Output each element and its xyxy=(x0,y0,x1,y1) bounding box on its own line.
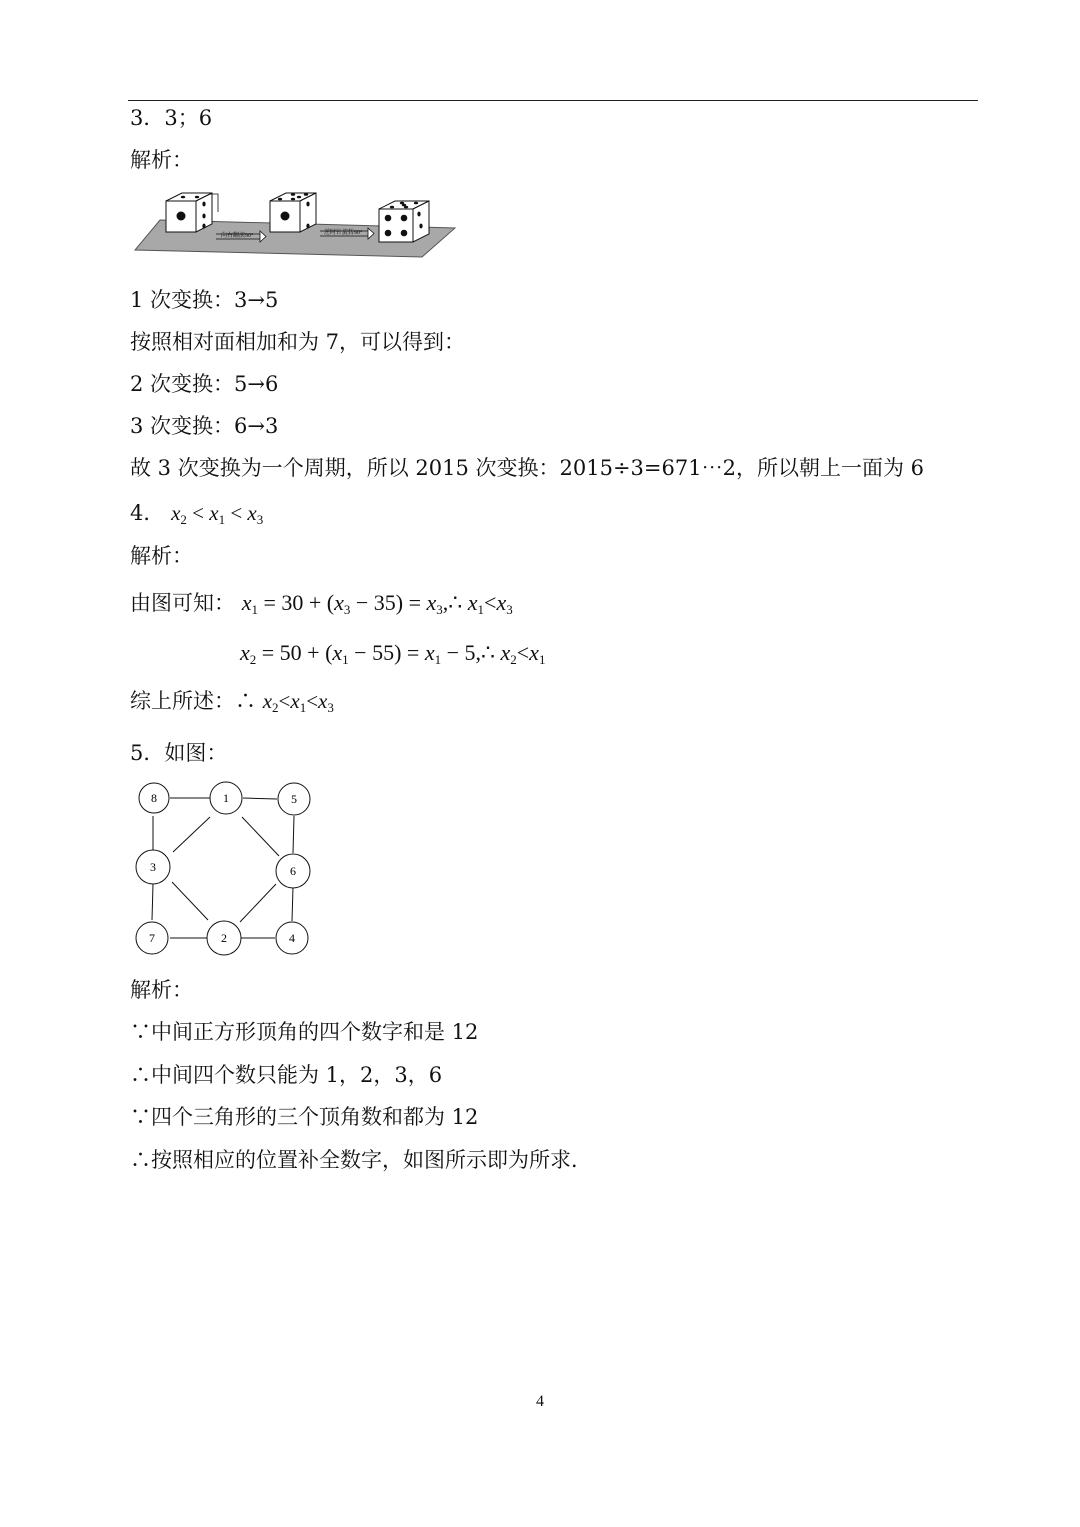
q4-answer-line xyxy=(130,500,263,526)
svg-text:7: 7 xyxy=(149,931,155,945)
q3-answer: 3．3；6 xyxy=(130,106,213,130)
q3-step-2: 2 次变换：5→6 xyxy=(130,372,279,396)
q4-answer: $x_2 < x_1 < x_3$ xyxy=(171,501,264,527)
node-6 xyxy=(276,854,310,888)
svg-text:5: 5 xyxy=(291,792,297,806)
q4-summary-line xyxy=(130,688,334,714)
q3-analysis-label: 解析： xyxy=(130,148,193,172)
q5-reason-3: ∵四个三角形的三个顶角数和都为 12 xyxy=(130,1105,479,1129)
svg-text:3: 3 xyxy=(150,860,156,874)
q3-step-3: 3 次变换：6→3 xyxy=(130,414,279,438)
svg-text:2: 2 xyxy=(221,931,227,945)
q5-answer: 5．如图： xyxy=(130,741,228,765)
node-3 xyxy=(136,850,170,884)
q5-reason-4: ∴按照相应的位置补全数字，如图所示即为所求． xyxy=(130,1148,592,1172)
q5-analysis-label: 解析： xyxy=(130,978,193,1002)
node-4 xyxy=(276,922,308,954)
die-2 xyxy=(270,193,316,232)
node-7 xyxy=(136,922,168,954)
q4-equation-2-line xyxy=(240,640,545,666)
q4-equation-1-line xyxy=(130,590,513,616)
svg-text:4: 4 xyxy=(289,931,295,945)
q5-reason-1: ∵中间正方形顶角的四个数字和是 12 xyxy=(130,1020,479,1044)
q3-note: 按照相对面相加和为 7，可以得到： xyxy=(130,330,466,354)
page-number: 4 xyxy=(536,1393,544,1410)
svg-text:6: 6 xyxy=(290,864,296,878)
die-3 xyxy=(379,201,429,242)
q4-equation-1: $x_1 = 30 + (x_3 - 35)$ = $x_3,\therefore$ $x_1<x_3$ xyxy=(241,590,513,617)
svg-text:1: 1 xyxy=(223,791,229,805)
node-1 xyxy=(210,782,242,814)
q4-analysis-label: 解析： xyxy=(130,544,193,568)
q4-from-figure: 由图可知： xyxy=(130,591,235,615)
node-5 xyxy=(278,783,310,815)
q4-number: 4． xyxy=(130,501,165,525)
header-rule xyxy=(128,100,978,101)
q4-equation-2: $x_2 = 50 + (x_1 - 55) = x_1$ − 5,∴ $x_2<x_1$ xyxy=(240,640,546,667)
dice-figure xyxy=(130,190,460,260)
node-8 xyxy=(139,783,169,813)
q4-summary: $x_2<x_1<x_3$ xyxy=(262,689,334,715)
q3-step-1: 1 次变换：3→5 xyxy=(130,288,279,312)
number-diagram xyxy=(130,780,320,960)
q5-reason-2: ∴中间四个数只能为 1，2，3，6 xyxy=(130,1063,443,1087)
arrow-2-label: 逆时针旋转90° xyxy=(324,230,363,236)
node-2 xyxy=(207,921,241,955)
svg-text:8: 8 xyxy=(151,791,157,805)
arrow-1-label: 向右翻滚90° xyxy=(221,233,254,239)
q3-conclusion: 故 3 次变换为一个周期，所以 2015 次变换：2015÷3=671⋯2，所以朝上一面为 6 xyxy=(130,456,924,480)
q4-summary-label: 综上所述：∴ xyxy=(130,689,263,713)
